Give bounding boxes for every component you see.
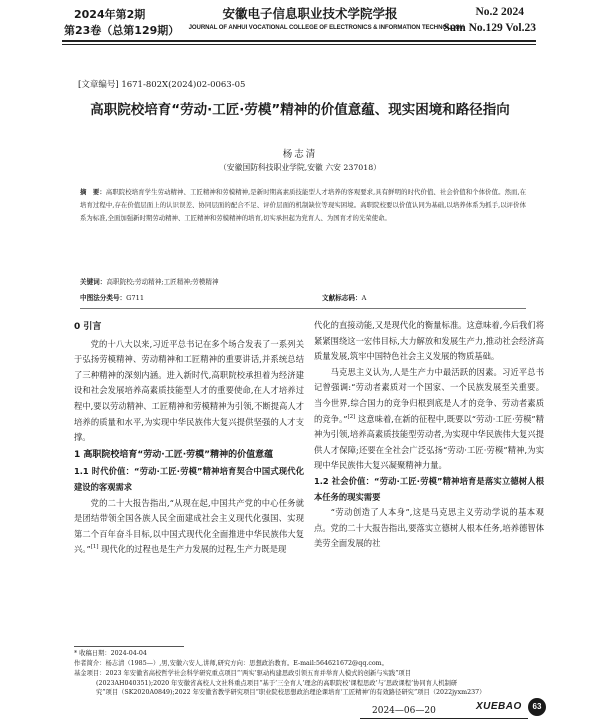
paragraph-right-3: “劳动创造了人本身”,这是马克思主义劳动学说的基本观点。党的二十大报告指出,要落实立德树人根本任务,培养德智体美劳全面发展的社: [314, 507, 544, 549]
abstract-text: 高职院校培育学生劳动精神、工匠精神和劳模精神,是新时期高素质技能型人才培养的客观要求,具有鲜明的时代价值、社会价值和个体价值。然而,在培育过程中,存在价值层面上的认识误差、协同层面的配合不足、评价层面的机制缺位等现实困境。高职院校要以价值认同为基础,以培养体系为抓手,以评价体系为标准,全面加强新时期劳动精神、工匠精神和劳模精神的培育,切实承担起为党育人、为国育才的光荣使命。: [80, 188, 527, 222]
author-affiliation: （安徽国防科技职业学院,安徽 六安 237018）: [219, 163, 381, 172]
paragraph-1-1-quote: 党的二十大报告指出,“从现在起,中国共产党的中心任务就是团结带领全国各族人民全面建成社会主义现代化强国、实现第二个百年奋斗目标,以中国式现代化全面推进中华民族伟大复兴。”: [74, 497, 304, 555]
issue-number-en: No.2 2024: [475, 6, 524, 18]
classification-label: 中图法分类号：: [80, 294, 127, 302]
classification-number: [80, 292, 144, 302]
paragraph-intro: 党的十八大以来,习近平总书记在多个场合发表了一系列关于弘扬劳模精神、劳动精神和工匠精神的重要讲话,并系统总结了三种精神的深刻内涵。进入新时代,高职院校承担着为经济建设和社会发展培养高素质技能型人才的重要使命,在人才培养过程中,要以劳动精神、工匠精神和劳模精神为引领,不断提高人才培养的质量和水平,为实现中华民族伟大复兴提供坚强的人才支撑。: [74, 338, 304, 443]
footnote-received: * 收稿日期：2024-04-04: [74, 650, 147, 657]
paragraph-1-1: [74, 496, 304, 558]
funding-line-3: 究”项目（SK2020A0849);2022 年安徽省教学研究项目“职业院校思想政治理论课培育‘工匠精神’的有效路径研究”项目（2022jyxm237）: [96, 689, 486, 697]
paragraph-right-2-b: 这意味着,在新的征程中,既要以“劳动·工匠·劳模”精神为引领,培养高素质技能型劳动者,为实现中华民族伟大复兴提供人才保障;还要在全社会广泛弘扬“劳动·工匠·劳模”精神,为实现中华民族伟大复兴凝聚精神力量。: [314, 413, 545, 471]
keywords-label: 关键词：: [80, 278, 107, 286]
footnote-author-bio: 作者简介：杨志清（1985—）,男,安徽六安人,讲师,研究方向：思想政治教育。E-mail:564621672@qq.com。: [74, 660, 388, 667]
subsection-heading-1-1: 1.1 时代价值：“劳动·工匠·劳模”精神培育契合中国式现代化建设的客观需求: [74, 466, 304, 492]
section-heading-1: 1 高职院校培育“劳动·工匠·劳模”精神的价值意蕴: [74, 449, 274, 460]
document-mark-text: A: [361, 294, 367, 302]
journal-name-cn: 安徽电子信息职业技术学院学报: [222, 6, 398, 21]
abstract-divider: [80, 308, 526, 309]
paragraph-right-1: 代化的直接动能,又是现代化的衡量标准。这意味着,今后我们将紧紧围绕这一宏伟目标,大力解放和发展生产力,推动社会经济高质量发展,筑牢中国特色社会主义发展的物质基础。: [314, 320, 544, 362]
document-mark-label: 文献标志码：: [322, 294, 362, 302]
body-column-left: [74, 318, 304, 558]
classification-text: G711: [126, 294, 145, 302]
article-number: [文章编号] 1671-802X(2024)02-0063-05: [78, 80, 246, 90]
paragraph-right-2-a: 马克思主义认为,人是生产力中最活跃的因素。习近平总书记曾强调:“劳动者素质对一个国家、一个民族发展至关重要。当今世界,综合国力的竞争归根到底是人才的竞争、劳动者素质的竞争。”: [314, 366, 544, 424]
author-name: 杨志清: [282, 149, 318, 160]
volume-label: 第23卷（总第129期）: [64, 24, 180, 37]
paper-title: 高职院校培育“劳动·工匠·劳模”精神的价值意蕴、现实困境和路径指向: [90, 102, 510, 118]
document-mark: [322, 292, 366, 302]
footnote-funding: [74, 669, 544, 698]
paragraph-1-1-cont: 现代化的过程也是生产力发展的过程,生产力既是现: [98, 544, 287, 555]
funding-line-1: 基金项目：2023 年安徽省高校哲学社会科学研究重点项目“‘两实’驱动构建思政引领五育并举育人模式的创新与实践”项目: [74, 670, 412, 677]
issue-label: 2024年第2期: [74, 8, 146, 21]
section-heading-0: 0 引言: [74, 322, 102, 332]
abstract-label: 摘 要：: [80, 188, 106, 196]
funding-line-2: (2023AH040351);2020 年安徽省高校人文社科重点项目“基于‘三全育人’理念的高职院校‘课程思政’与‘思政课程’协同育人机制研: [96, 679, 458, 687]
footer-logo: XUEBAO: [476, 701, 522, 712]
journal-name-en: JOURNAL OF ANHUI VOCATIONAL COLLEGE OF ELECTRONICS & INFORMATION TECHNOLOGY: [188, 24, 464, 31]
body-column-right: [314, 318, 544, 552]
header-rule-thin: [62, 44, 536, 45]
sum-volume-en: Sum No.129 Vol.23: [443, 22, 536, 34]
citation-1: [1]: [90, 544, 99, 551]
footer-date: 2024—06—20: [372, 706, 436, 716]
citation-2: [2]: [347, 413, 356, 420]
keywords: [80, 276, 526, 286]
footnote-divider: [74, 646, 184, 647]
header-rule-thick: [62, 40, 536, 42]
footer-rule: [360, 718, 528, 719]
subsection-heading-1-2: 1.2 社会价值：“劳动·工匠·劳模”精神培育是落实立德树人根本任务的现实需要: [314, 475, 544, 502]
journal-header: [0, 0, 600, 62]
page-number-badge: 63: [528, 698, 546, 716]
paragraph-right-2: [314, 365, 544, 474]
abstract: [80, 186, 526, 225]
keywords-text: 高职院校;劳动精神;工匠精神;劳模精神: [106, 278, 219, 286]
